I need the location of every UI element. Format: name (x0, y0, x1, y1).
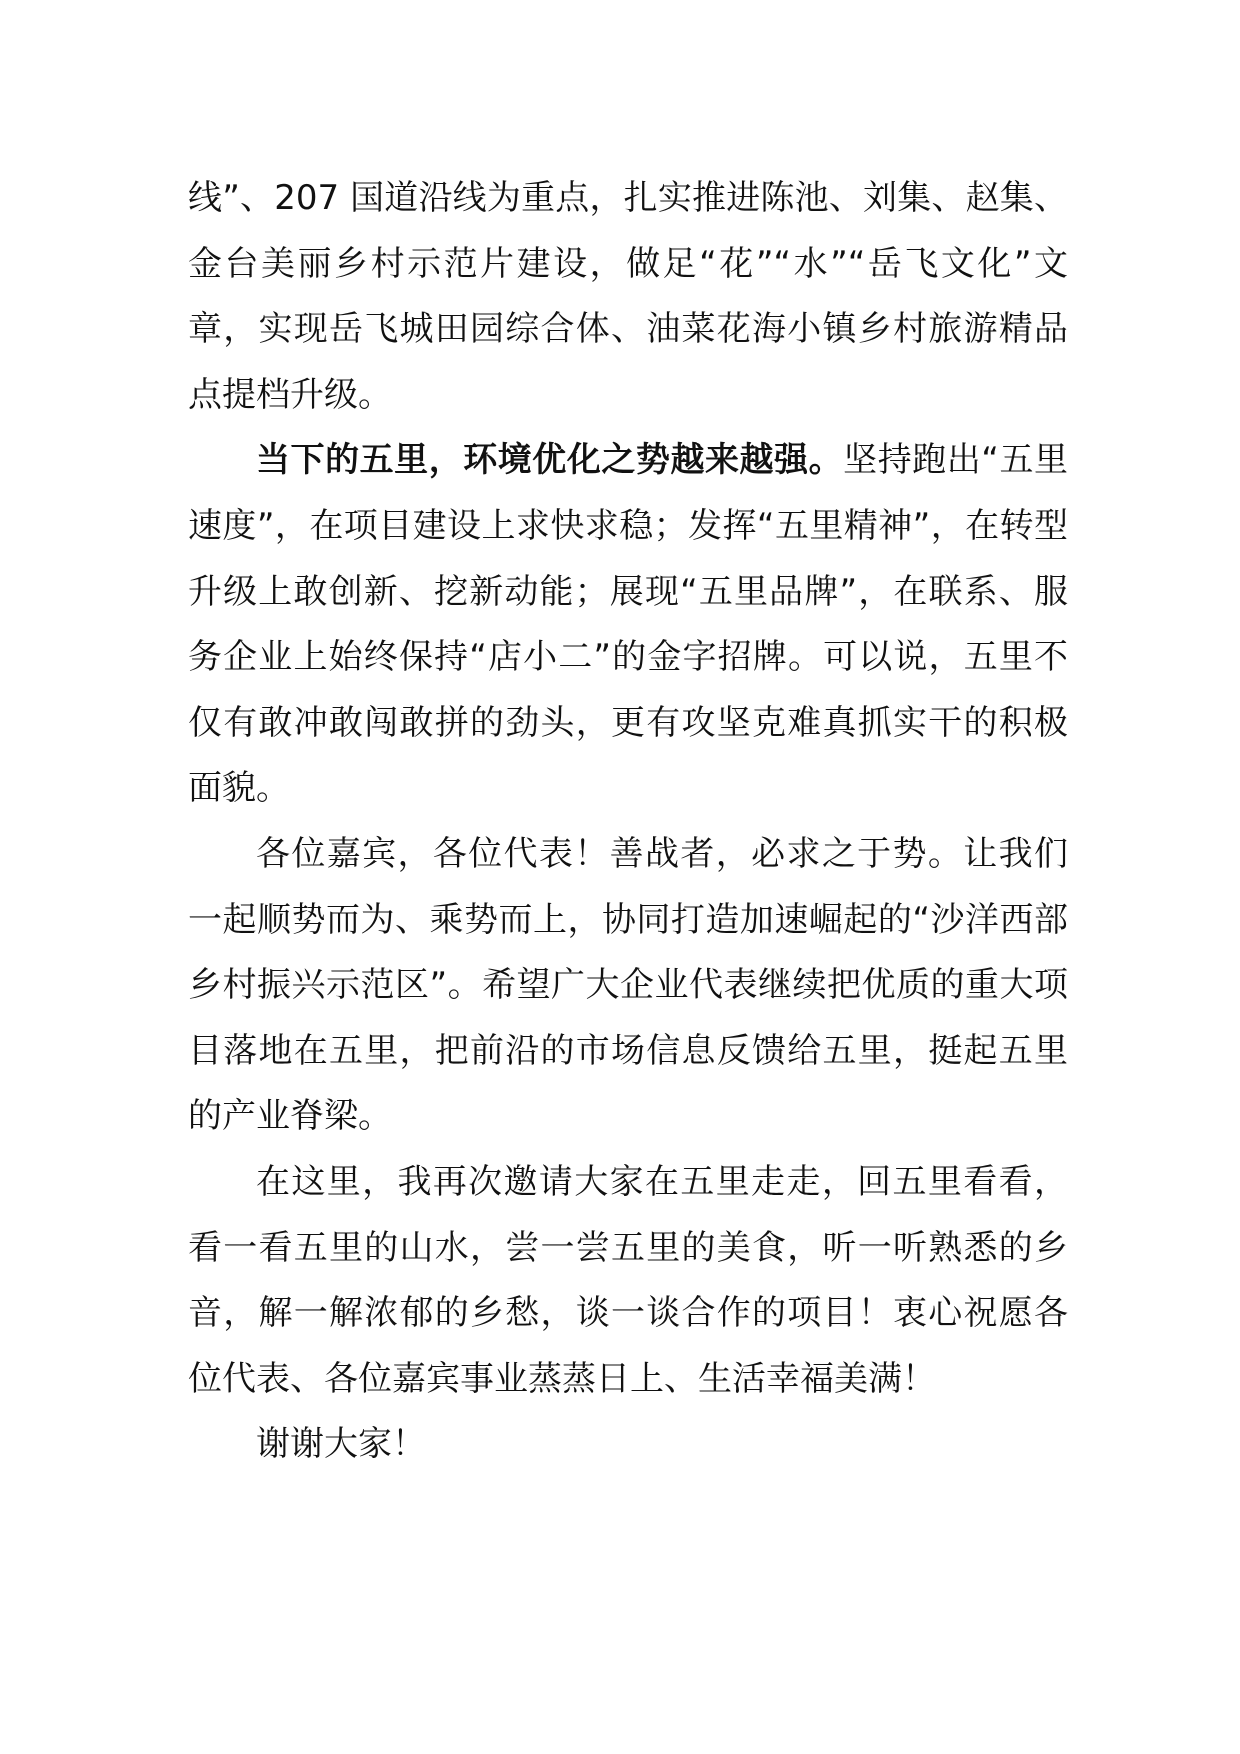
paragraph-text: 坚持跑出“五里速度”，在项目建设上求快求稳；发挥“五里精神”，在转型升级上敢创新、挖新动能；展现“五里品牌”，在联系、服务企业上始终保持“店小二”的金字招牌。可以说，五里不仅有敢冲敢闯敢拼的劲头，更有攻坚克难真抓实干的积极面貌。 (188, 440, 1068, 809)
paragraph-continued (188, 166, 1068, 428)
paragraph-environment (188, 428, 1068, 822)
paragraph-thanks (188, 1412, 1068, 1478)
paragraph-text: 谢谢大家！ (256, 1424, 426, 1465)
paragraph-address-guests (188, 822, 1068, 1150)
paragraph-text: 各位嘉宾，各位代表！善战者，必求之于势。让我们一起顺势而为、乘势而上，协同打造加速崛起的“沙洋西部乡村振兴示范区”。希望广大企业代表继续把优质的重大项目落地在五里，把前沿的市场信息反馈给五里，挺起五里的产业脊梁。 (188, 833, 1068, 1137)
paragraph-text: 在这里，我再次邀请大家在五里走走，回五里看看，看一看五里的山水，尝一尝五里的美食，听一听熟悉的乡音，解一解浓郁的乡愁，谈一谈合作的项目！衷心祝愿各位代表、各位嘉宾事业蒸蒸日上、生活幸福美满！ (188, 1161, 1068, 1399)
paragraph-lead-bold: 当下的五里，环境优化之势越来越强。 (256, 440, 844, 481)
paragraph-text: 线”、207 国道沿线为重点，扎实推进陈池、刘集、赵集、金台美丽乡村示范片建设，做足“花”“水”“岳飞文化”文章，实现岳飞城田园综合体、油菜花海小镇乡村旅游精品点提档升级。 (188, 178, 1068, 415)
document-page (188, 166, 1068, 1478)
paragraph-invitation (188, 1150, 1068, 1412)
